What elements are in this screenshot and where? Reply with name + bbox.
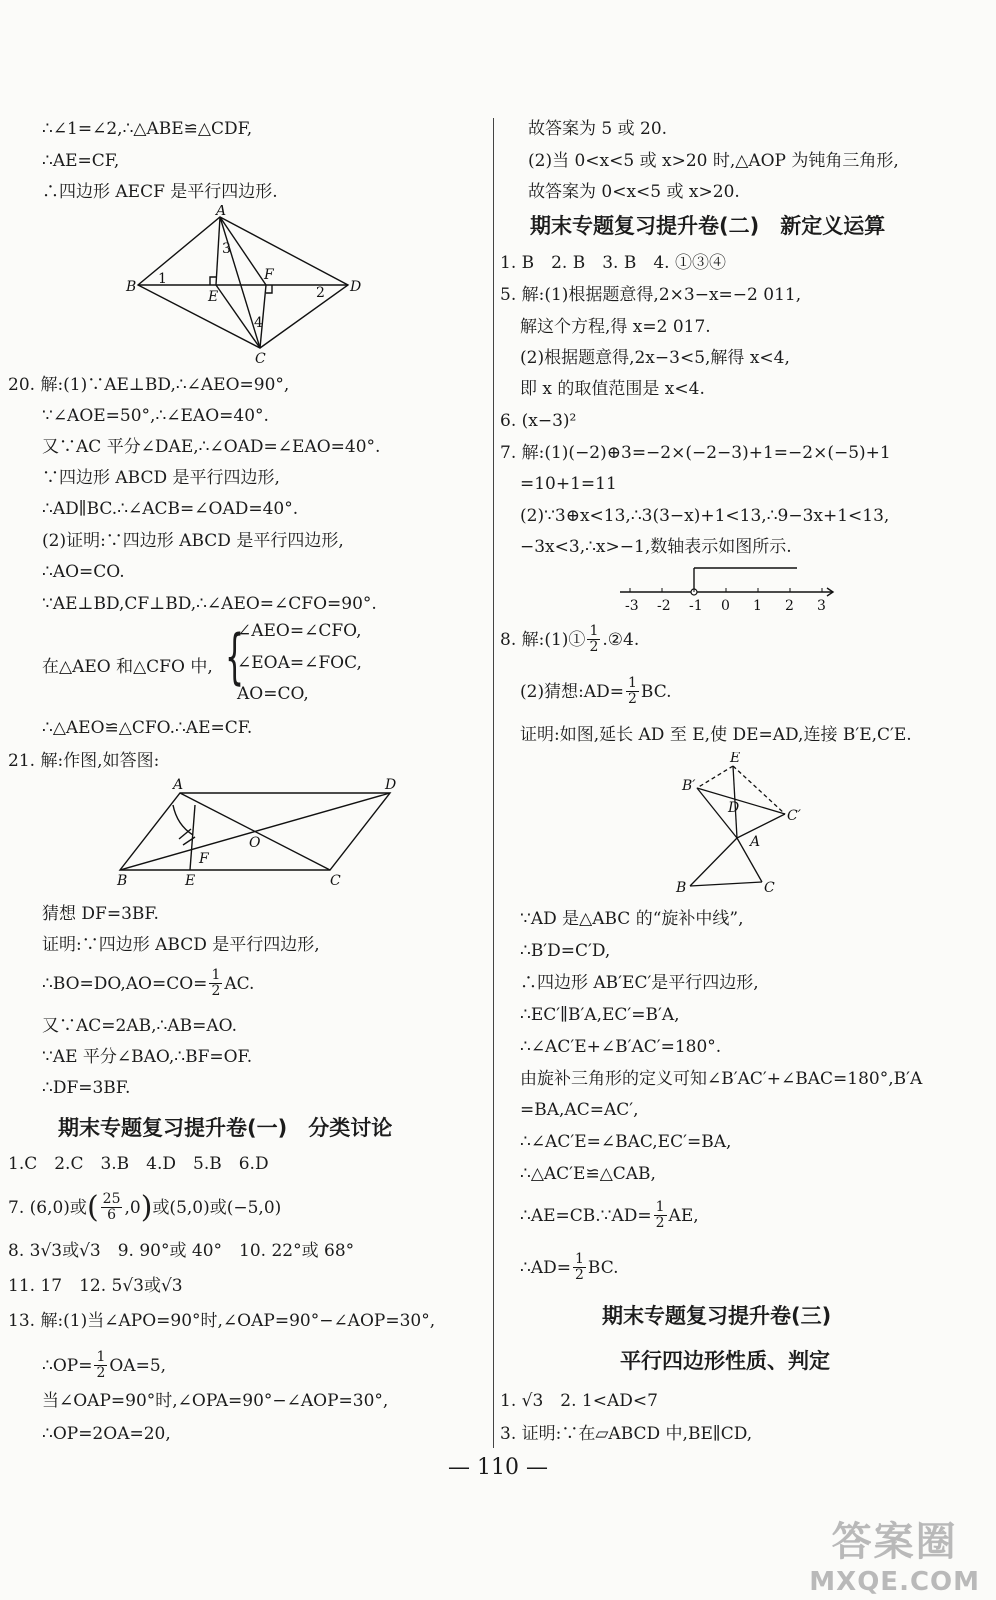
svg-text:E: E: [208, 289, 219, 305]
svg-text:4: 4: [254, 315, 263, 331]
text-line: =BA,AC=AC′,: [520, 1100, 639, 1120]
tick-label: -1: [689, 598, 703, 614]
text-line: 13. 解:(1)当∠APO=90°时,∠OAP=90°−∠AOP=30°,: [8, 1311, 436, 1331]
section-heading-1: 期末专题复习提升卷(一) 分类讨论: [58, 1116, 393, 1140]
text-line: 7. 解:(1)(−2)⊕3=−2×(−2−3)+1=−2×(−5)+1: [500, 443, 891, 463]
text-line: 故答案为 0<x<5 或 x>20.: [528, 182, 740, 202]
text-line: (2)证明:∵四边形 ABCD 是平行四边形,: [42, 531, 344, 551]
text-line: =10+1=11: [520, 474, 617, 494]
text-line: 1. B 2. B 3. B 4. ①③④: [500, 253, 726, 273]
svg-text:A: A: [173, 777, 184, 793]
text-line: ∴B′D=C′D,: [520, 941, 611, 961]
fraction: 25 6: [102, 1191, 121, 1223]
text-line: (2)当 0<x<5 或 x>20 时,△AOP 为钝角三角形,: [528, 151, 899, 171]
tick-label: 1: [753, 598, 762, 614]
text-line: ∴AD∥BC.∴∠ACB=∠OAD=40°.: [42, 499, 299, 519]
text-line: 6. (x−3)²: [500, 411, 577, 431]
fraction-line: (2)猜想:AD= $\frac{1}{2}$ BC.: [520, 675, 672, 707]
text-line: ∴∠AC′E+∠B′AC′=180°.: [520, 1037, 722, 1057]
text-line: (2)根据题意得,2x−3<5,解得 x<4,: [520, 348, 790, 368]
svg-text:O: O: [249, 835, 261, 851]
fraction: $\frac{1}{2}$: [211, 967, 221, 999]
text-line: ∴四边形 AB′EC′是平行四边形,: [520, 973, 759, 993]
watermark: [809, 1510, 980, 1597]
fraction: $\frac{1}{2}$: [627, 675, 637, 707]
svg-text:C: C: [764, 880, 775, 896]
text-line: 故答案为 5 或 20.: [528, 119, 668, 139]
section-heading-3-subtitle: 平行四边形性质、判定: [620, 1349, 830, 1373]
text-line: ∴AE=CF,: [42, 151, 120, 171]
svg-text:E: E: [730, 752, 741, 766]
text-line: ∴OP=2OA=20,: [42, 1424, 171, 1444]
figure-parallelogram-abcd: [115, 775, 405, 890]
column-divider: [493, 118, 494, 1448]
text-line: 又∵AC=2AB,∴AB=AO.: [42, 1016, 237, 1036]
text-line: −3x<3,∴x>−1,数轴表示如图所示.: [520, 537, 792, 557]
svg-text:C′: C′: [787, 808, 801, 824]
svg-text:B: B: [117, 873, 128, 889]
text-line: 3. 证明:∵在▱ABCD 中,BE∥CD,: [500, 1424, 753, 1444]
system-line: ∠AEO=∠CFO,: [237, 621, 362, 641]
text-line: 证明:如图,延长 AD 至 E,使 DE=AD,连接 B′E,C′E.: [520, 725, 912, 745]
text-line: ∵四边形 ABCD 是平行四边形,: [42, 468, 280, 488]
text-line: ∴∠1=∠2,∴△ABE≌△CDF,: [42, 119, 253, 139]
svg-text:1: 1: [158, 271, 167, 287]
text-line: 20. 解:(1)∵AE⊥BD,∴∠AEO=90°,: [8, 375, 290, 395]
watermark-logo-text: 答案圈: [831, 1519, 958, 1565]
tick-label: -3: [625, 598, 639, 614]
svg-text:A: A: [750, 834, 761, 850]
system-line: ∠EOA=∠FOC,: [237, 653, 362, 673]
text-line: 1.C 2.C 3.B 4.D 5.B 6.D: [8, 1154, 269, 1174]
system-line: AO=CO,: [237, 684, 309, 704]
svg-text:B′: B′: [682, 778, 696, 794]
text-line: 由旋补三角形的定义可知∠B′AC′+∠BAC=180°,B′A: [520, 1069, 923, 1089]
svg-text:F: F: [264, 267, 274, 283]
text-line: ∵AE 平分∠BAO,∴BF=OF.: [42, 1047, 253, 1067]
text-line: 21. 解:作图,如答图:: [8, 751, 160, 771]
text-line: 又∵AC 平分∠DAE,∴∠OAD=∠EAO=40°.: [42, 437, 381, 457]
text-line: 在△AEO 和△CFO 中,: [42, 657, 213, 677]
fraction: $\frac{1}{2}$: [96, 1349, 106, 1381]
fraction-line: 8. 解:(1)① 1 2 .②4.: [500, 623, 640, 655]
text-line: 即 x 的取值范围是 x<4.: [520, 379, 705, 399]
text-line: ∴△AEO≌△CFO.∴AE=CF.: [42, 718, 253, 738]
text-line: 猜想 DF=3BF.: [42, 904, 159, 924]
text-line: ∵AD 是△ABC 的“旋补中线”,: [520, 909, 744, 929]
figure-parallelogram-aecf: [120, 205, 370, 365]
tick-label: 0: [721, 598, 730, 614]
svg-text:3: 3: [222, 241, 231, 257]
text-line: (2)∵3⊕x<13,∴3(3−x)+1<13,∴9−3x+1<13,: [520, 506, 890, 526]
svg-text:2: 2: [316, 285, 325, 301]
text-line: ∵AE⊥BD,CF⊥BD,∴∠AEO=∠CFO=90°.: [42, 594, 377, 614]
text-line: ∴DF=3BF.: [42, 1078, 131, 1098]
tick-label: 2: [785, 598, 794, 614]
svg-text:D: D: [385, 777, 397, 793]
fraction-line: ∴OP= $\frac{1}{2}$ OA=5,: [42, 1349, 167, 1381]
text-line: 证明:∵四边形 ABCD 是平行四边形,: [42, 935, 320, 955]
svg-text:F: F: [199, 851, 209, 867]
text-line: ∴∠AC′E=∠BAC,EC′=BA,: [520, 1132, 732, 1152]
text-line: ∴AO=CO.: [42, 562, 125, 582]
text-line: ∴EC′∥B′A,EC′=B′A,: [520, 1005, 680, 1025]
brace-glyph: {: [225, 622, 245, 692]
figure-number-line: [615, 560, 845, 615]
tick-label: 3: [817, 598, 826, 614]
text-line: 1. √3 2. 1<AD<7: [500, 1391, 658, 1411]
fraction-line: ∴AE=CB.∵AD= $\frac{1}{2}$ AE,: [520, 1199, 699, 1231]
section-heading-3: 期末专题复习提升卷(三): [602, 1304, 832, 1328]
fraction-line: 7. (6,0)或 ( 25 6 ,0 ) 或(5,0)或(−5,0): [8, 1189, 282, 1225]
tick-label: -2: [657, 598, 671, 614]
fraction-line: ∴AD= $\frac{1}{2}$ BC.: [520, 1251, 619, 1283]
svg-text:B: B: [126, 279, 137, 295]
svg-text:A: A: [216, 205, 227, 219]
svg-text:C: C: [255, 351, 266, 365]
figure-rotation-triangles: [670, 752, 810, 900]
page-number: — 110 —: [448, 1455, 548, 1480]
fraction: $\frac{1}{2}$: [655, 1199, 665, 1231]
text-line: 解这个方程,得 x=2 017.: [520, 317, 711, 337]
fraction: 1 2: [589, 623, 599, 655]
text-line: 11. 17 12. 5√3或√3: [8, 1276, 183, 1296]
svg-text:C: C: [330, 873, 341, 889]
text-line: ∵∠AOE=50°,∴∠EAO=40°.: [42, 406, 269, 426]
text-line: 当∠OAP=90°时,∠OPA=90°−∠AOP=30°,: [42, 1391, 389, 1411]
fraction: $\frac{1}{2}$: [574, 1251, 584, 1283]
svg-text:D: D: [350, 279, 362, 295]
svg-text:D: D: [728, 800, 740, 816]
text-line: ∴△AC′E≌△CAB,: [520, 1164, 656, 1184]
section-heading-2: 期末专题复习提升卷(二) 新定义运算: [530, 214, 886, 238]
text-line: 5. 解:(1)根据题意得,2×3−x=−2 011,: [500, 285, 802, 305]
text-line: 8. 3√3或√3 9. 90°或 40° 10. 22°或 68°: [8, 1241, 355, 1261]
svg-text:B: B: [676, 880, 687, 896]
fraction-line: ∴BO=DO,AO=CO= $\frac{1}{2}$ AC.: [42, 967, 255, 999]
watermark-url: MXQE.COM: [809, 1567, 980, 1597]
svg-text:E: E: [185, 873, 196, 889]
text-line: ∴四边形 AECF 是平行四边形.: [42, 182, 278, 202]
